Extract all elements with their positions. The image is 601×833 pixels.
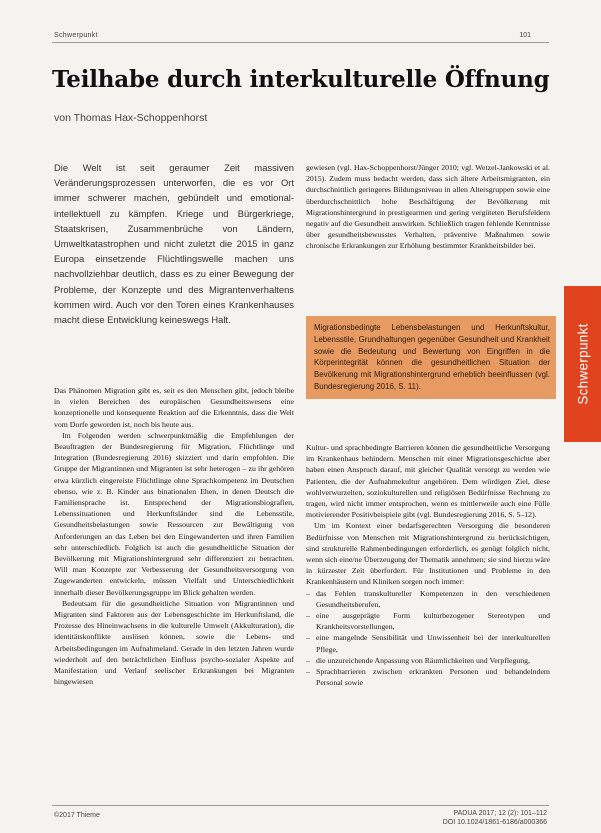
left-column: [54, 385, 294, 687]
list-item: – das Fehlen transkultureller Kompetenzen in den verschiedenen Gesundheitsberufen,: [306, 588, 550, 610]
body-paragraph: Um im Kontext einer bedarfsgerechten Versorgung die besonderen Bedürfnisse von Menschen mit Migrationshintergrund zu berücksichtigen, sind strukturelle Rahmenbedingungen erforderlich, es genügt folglich nicht, wenn sich eine/ne Überzeugung der Thematik annehmen; sie sind hierzu wäre in kürzester Zeit überfordert. Für Institutionen und Probleme in den Krankenhäusern und Kliniken sorgen noch immer:: [306, 521, 550, 587]
footer-copyright: ©2017 Thieme: [54, 812, 100, 819]
side-tab-label: Schwerpunkt: [575, 323, 590, 405]
list-item: – eine ausgeprägte Form kulturbezogener Stereotypen und Krankheitsvorstellungen,: [306, 610, 550, 632]
footer-citation: [443, 809, 547, 827]
article-title: Teilhabe durch interkulturelle Öffnung: [52, 66, 550, 93]
right-column-top: [306, 162, 550, 252]
list-item: – Sprachbarrieren zwischen erkrankten Personen und behandelndem Personal sowie: [306, 666, 550, 688]
highlight-box: Migrationsbedingte Lebensbelastungen und Herkunftskultur, Lebensstile, Grundhaltungen gegenüber Gesundheit und Krankheit sowie die Bedeutung und Bewertung von Eingriffen in die Körperintegrität können die gesundheitlichen Situation der Bevölkerung mit Migrationshintergrund erheblich beeinflussen (vgl. Bundesregierung 2016, S. 11).: [306, 316, 556, 399]
intro-paragraph: Die Welt ist seit geraumer Zeit massiven Veränderungsprozessen unterworfen, die es vor Ort immer schwerer machen, gebündelt und emotional-intellektuell zu kämpfen. Kriege und Bürgerkriege, Staatskrisen, Zusammenbrüche von Ländern, Umweltkatastrophen und nicht zuletzt die 2015 in ganz Europa einsetzende Flüchtlingswelle machen uns nachvollziehbar deutlich, dass es zu einer Bewegung der Probleme, der Konzepte und des Migrantenverhaltens kommen wird. Auch vor den Toren eines Krankenhauses macht diese Entwicklung keineswegs Halt.: [54, 162, 294, 326]
list-item: – die unzureichende Anpassung von Räumlichkeiten und Verpflegung,: [306, 655, 550, 666]
header-page-number: 101: [519, 32, 531, 39]
footer-doi: DOI 10.1024/1861-6186/a000366: [442, 819, 547, 826]
header-divider: [52, 42, 549, 43]
body-paragraph: Im Folgenden werden schwerpunktmäßig die Empfehlungen der Beauftragten der Bundesregierung für Migration, Flüchtlinge und Integration (Bundesregierung 2016) skizziert und darin empfohlen. Die Gruppe der Migrantinnen und Migranten ist sehr heterogen – zu ihr gehören etwa kürzlich eingereiste Flüchtlinge ohne Sprachkompetenz im Deutschen ebenso, wie z. B. Kinder aus binationalen Ehen, in denen Deutsch die Familiensprache ist. Entsprechend der Migrationsbiografien, Lebenssituationen und Herkunftsländer sind die Lebensstile, Gesundheitsbelastungen sowie Ressourcen zur Bewältigung von Anforderungen an das Leben bei den Eingewanderten und ihren Familien sehr unterschiedlich. Folglich ist auch die gesundheitliche Situation der Bevölkerung mit Migrationshintergrund sehr differenziert zu betrachten. Will man Konzepte zur Verbesserung der Gesundheitsversorgung von Zugewanderten entwickeln, müssen Vielfalt und Unterschiedlichkeit innerhalb dieser Bevölkerungsgruppe im Blick gehalten werden.: [54, 430, 294, 597]
article-author: von Thomas Hax-Schoppenhorst: [54, 112, 208, 124]
body-paragraph: Das Phänomen Migration gibt es, seit es den Menschen gibt, jedoch bleibe in vielen Bereichen des europäischen Gesundheitswesens eine konzeptionelle und konsequente Reaktion auf die Erkenntnis, dass die Welt vom Dorfe geworden ist, noch bis heute aus.: [54, 386, 294, 429]
list-item: – eine mangelnde Sensibilität und Unwissenheit bei der interkulturellen Pflege,: [306, 632, 550, 654]
footer-divider: [52, 805, 549, 806]
bullet-list: [306, 588, 550, 689]
body-paragraph: Bedeutsam für die gesundheitliche Situation von Migrantinnen und Migranten sind Faktoren aus der Lebensgeschichte im Herkunftsland, die Prozesse des Hineinwachsens in die kulturelle Umwelt (Akkulturation), die identitätskonflikte auslösen können, sowie die Lebens- und Arbeitsbedingungen im Aufnahmeland. Gerade in den letzten Jahren wurde wiederholt auf den beträchtlichen Einfluss psycho-sozialer Aspekte auf Manifestation und Verlauf seelischer Erkrankungen bei Migranten hingewiesen: [54, 598, 294, 687]
section-side-tab: [564, 286, 601, 442]
footer-journal: PADUA 2017; 12 (2): 101–112: [453, 810, 547, 817]
body-paragraph: Kultur- und sprachbedingte Barrieren können die gesundheitliche Versorgung im Krankenhaus behindern. Menschen mit einer Migrationsgeschichte aber haben einen Anspruch darauf, mit gleicher Qualität versorgt zu werden wie Patienten, die der Aufnahmekultur angehören. Dem würdigen Ziel, diese wohlverwurzelten, soziokulturellen und religiösen Bedürfnisse Rechnung zu tragen, wird nicht immer entsprochen, wenn es mittlerweile auch eine Fülle motivierender Positivbeispiele gibt (vgl. Bundesregierung 2016, S. 5–12).: [306, 443, 550, 520]
right-column-bottom: [306, 442, 550, 688]
body-paragraph: gewiesen (vgl. Hax-Schoppenhorst/Jünger 2010; vgl. Wetzel-Jankowski et al. 2015). Zudem muss bedacht werden, dass sich ältere Arbeitsmigranten, ein durchschnittlich geringeres Bildungsniveau in allen Altersgruppen sowie eine überdurchschnittlich hohe Beschäftigung der Bevölkerung mit Migrationshintergrund in prestigearmen und gering vergüteten Berufsfeldern negativ auf die Gesundheit auswirken. Schließlich tragen fehlende Kenntnisse über gesundheitsbewusstes Verhalten, präventive Maßnahmen sowie chronische Erkrankungen zur Erhöhung bestimmter Krankheitsbilder bei.: [306, 163, 550, 251]
header-section: Schwerpunkt: [54, 32, 98, 39]
